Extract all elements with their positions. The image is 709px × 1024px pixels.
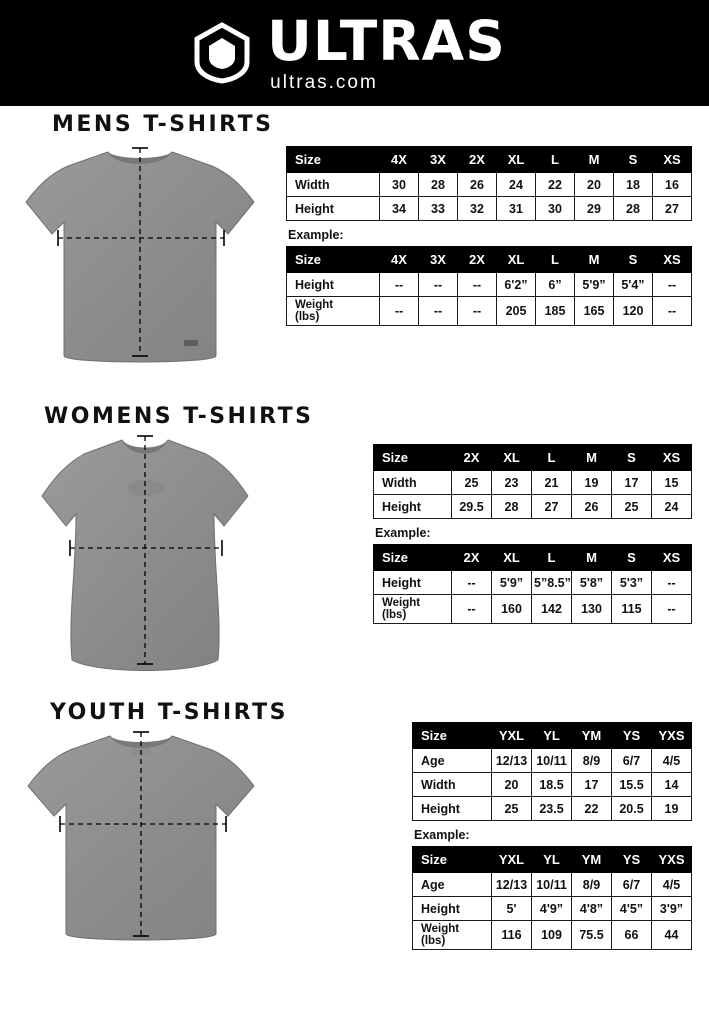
mens-example-cell: 5'9” (575, 273, 614, 297)
womens-example-header-xs: XS (652, 545, 692, 571)
womens-example-row-label: Weight (lbs) (374, 595, 452, 624)
womens-size-cell: 26 (572, 495, 612, 519)
mens-size-header-3x: 3X (419, 147, 458, 173)
mens-example-header-xs: XS (653, 247, 692, 273)
youth-tshirt-illustration-icon (14, 728, 268, 968)
youth-example-cell: 4'9” (532, 897, 572, 921)
youth-example-cell: 4'5” (612, 897, 652, 921)
mens-size-cell: 27 (653, 197, 692, 221)
section-mens (0, 112, 709, 324)
womens-size-cell: 24 (652, 495, 692, 519)
mens-size-cell: 33 (419, 197, 458, 221)
mens-example-cell: 205 (497, 297, 536, 326)
youth-example-row-label: Weight (lbs) (413, 921, 492, 950)
womens-example-cell: -- (452, 595, 492, 624)
womens-example-cell: 130 (572, 595, 612, 624)
youth-example-cell: 5' (492, 897, 532, 921)
womens-example-header-xl: XL (492, 545, 532, 571)
table-header-row (287, 247, 692, 273)
table-header-row (287, 147, 692, 173)
womens-size-header-xs: XS (652, 445, 692, 471)
table-row (413, 897, 692, 921)
mens-example-cell: 5'4” (614, 273, 653, 297)
youth-example-header-yl: YL (532, 847, 572, 873)
mens-size-header-xl: XL (497, 147, 536, 173)
youth-size-cell: 20.5 (612, 797, 652, 821)
youth-size-header-ys: YS (612, 723, 652, 749)
womens-size-header-2x: 2X (452, 445, 492, 471)
mens-size-cell: 24 (497, 173, 536, 197)
mens-size-cell: 30 (380, 173, 419, 197)
table-row (287, 297, 692, 326)
section-title-youth: YOUTH T-SHIRTS (50, 700, 288, 725)
womens-size-cell: 27 (532, 495, 572, 519)
youth-size-header-yxl: YXL (492, 723, 532, 749)
table-row (374, 595, 692, 624)
youth-example-cell: 116 (492, 921, 532, 950)
table-header-row (413, 847, 692, 873)
table-row (413, 749, 692, 773)
mens-size-cell: 18 (614, 173, 653, 197)
section-womens (0, 404, 709, 622)
mens-size-cell: 16 (653, 173, 692, 197)
table-header-row (374, 445, 692, 471)
youth-size-cell: 15.5 (612, 773, 652, 797)
youth-size-cell: 18.5 (532, 773, 572, 797)
youth-size-cell: 25 (492, 797, 532, 821)
womens-size-header-l: L (532, 445, 572, 471)
womens-size-row-label: Height (374, 495, 452, 519)
mens-example-cell: -- (458, 273, 497, 297)
mens-example-cell: 185 (536, 297, 575, 326)
mens-size-cell: 28 (614, 197, 653, 221)
youth-example-cell: 109 (532, 921, 572, 950)
section-title-womens: WOMENS T-SHIRTS (44, 404, 314, 429)
womens-tshirt-illustration-icon (26, 432, 264, 692)
table-row (374, 471, 692, 495)
mens-example-header-size: Size (287, 247, 380, 273)
mens-size-header-4x: 4X (380, 147, 419, 173)
mens-example-label: Example: (288, 228, 344, 242)
mens-size-header-m: M (575, 147, 614, 173)
mens-example-row-label: Height (287, 273, 380, 297)
womens-example-table (373, 544, 692, 624)
mens-tables (286, 146, 692, 326)
mens-example-cell: -- (458, 297, 497, 326)
womens-example-cell: 142 (532, 595, 572, 624)
womens-size-header-size: Size (374, 445, 452, 471)
mens-tshirt-illustration-icon (16, 142, 268, 392)
mens-size-cell: 28 (419, 173, 458, 197)
mens-example-header-4x: 4X (380, 247, 419, 273)
youth-example-header-yxs: YXS (652, 847, 692, 873)
brand-url: ultras.com (270, 72, 378, 93)
womens-example-label: Example: (375, 526, 431, 540)
mens-size-header-2x: 2X (458, 147, 497, 173)
womens-size-cell: 15 (652, 471, 692, 495)
youth-size-header-yl: YL (532, 723, 572, 749)
youth-example-header-yxl: YXL (492, 847, 532, 873)
mens-example-cell: 6'2” (497, 273, 536, 297)
mens-example-cell: 165 (575, 297, 614, 326)
youth-example-row-label: Age (413, 873, 492, 897)
mens-example-cell: 6” (536, 273, 575, 297)
womens-example-cell: 160 (492, 595, 532, 624)
youth-example-cell: 12/13 (492, 873, 532, 897)
mens-size-cell: 26 (458, 173, 497, 197)
womens-size-cell: 25 (612, 495, 652, 519)
mens-size-cell: 34 (380, 197, 419, 221)
page-header (0, 0, 709, 106)
table-row (287, 173, 692, 197)
table-header-row (413, 723, 692, 749)
brand-name: ULTRAS (267, 9, 506, 73)
mens-example-cell: -- (653, 273, 692, 297)
mens-example-cell: -- (380, 297, 419, 326)
youth-tables (412, 722, 692, 950)
table-row (287, 273, 692, 297)
womens-example-header-s: S (612, 545, 652, 571)
mens-size-cell: 30 (536, 197, 575, 221)
youth-size-cell: 20 (492, 773, 532, 797)
youth-size-cell: 8/9 (572, 749, 612, 773)
womens-example-cell: 115 (612, 595, 652, 624)
table-header-row (374, 545, 692, 571)
youth-example-header-ys: YS (612, 847, 652, 873)
mens-example-header-3x: 3X (419, 247, 458, 273)
youth-example-label: Example: (414, 828, 470, 842)
youth-example-cell: 4'8” (572, 897, 612, 921)
womens-size-header-m: M (572, 445, 612, 471)
mens-size-cell: 20 (575, 173, 614, 197)
youth-example-cell: 3'9” (652, 897, 692, 921)
womens-example-cell: 5'3” (612, 571, 652, 595)
table-row (374, 571, 692, 595)
mens-size-row-label: Width (287, 173, 380, 197)
table-row (413, 773, 692, 797)
mens-size-header-xs: XS (653, 147, 692, 173)
mens-size-cell: 22 (536, 173, 575, 197)
womens-size-cell: 19 (572, 471, 612, 495)
mens-example-row-label: Weight (lbs) (287, 297, 380, 326)
womens-example-header-m: M (572, 545, 612, 571)
youth-example-cell: 44 (652, 921, 692, 950)
mens-example-header-2x: 2X (458, 247, 497, 273)
mens-example-cell: -- (419, 273, 458, 297)
womens-size-cell: 17 (612, 471, 652, 495)
youth-example-header-size: Size (413, 847, 492, 873)
youth-example-cell: 8/9 (572, 873, 612, 897)
womens-size-table (373, 444, 692, 519)
youth-example-header-ym: YM (572, 847, 612, 873)
mens-example-table (286, 246, 692, 326)
youth-size-cell: 10/11 (532, 749, 572, 773)
youth-example-cell: 4/5 (652, 873, 692, 897)
womens-example-header-size: Size (374, 545, 452, 571)
mens-example-cell: -- (380, 273, 419, 297)
youth-size-table (412, 722, 692, 821)
youth-example-cell: 66 (612, 921, 652, 950)
youth-size-cell: 17 (572, 773, 612, 797)
brand (191, 9, 506, 93)
womens-size-cell: 29.5 (452, 495, 492, 519)
youth-size-cell: 4/5 (652, 749, 692, 773)
table-row (413, 921, 692, 950)
table-row (287, 197, 692, 221)
youth-size-row-label: Height (413, 797, 492, 821)
youth-size-cell: 14 (652, 773, 692, 797)
womens-size-cell: 21 (532, 471, 572, 495)
womens-example-cell: -- (452, 571, 492, 595)
mens-example-cell: -- (419, 297, 458, 326)
youth-size-cell: 23.5 (532, 797, 572, 821)
mens-example-header-s: S (614, 247, 653, 273)
mens-size-header-s: S (614, 147, 653, 173)
youth-size-header-ym: YM (572, 723, 612, 749)
womens-size-cell: 28 (492, 495, 532, 519)
table-row (413, 797, 692, 821)
mens-example-header-xl: XL (497, 247, 536, 273)
womens-size-cell: 23 (492, 471, 532, 495)
youth-example-cell: 10/11 (532, 873, 572, 897)
youth-size-header-yxs: YXS (652, 723, 692, 749)
table-row (413, 873, 692, 897)
mens-example-header-m: M (575, 247, 614, 273)
youth-example-cell: 6/7 (612, 873, 652, 897)
womens-example-cell: -- (652, 595, 692, 624)
mens-example-header-l: L (536, 247, 575, 273)
youth-size-cell: 12/13 (492, 749, 532, 773)
youth-example-table (412, 846, 692, 950)
mens-example-cell: 120 (614, 297, 653, 326)
womens-size-cell: 25 (452, 471, 492, 495)
womens-size-header-xl: XL (492, 445, 532, 471)
mens-example-cell: -- (653, 297, 692, 326)
womens-example-header-l: L (532, 545, 572, 571)
youth-size-header-size: Size (413, 723, 492, 749)
youth-example-row-label: Height (413, 897, 492, 921)
mens-size-cell: 32 (458, 197, 497, 221)
mens-size-cell: 29 (575, 197, 614, 221)
womens-example-cell: 5'8” (572, 571, 612, 595)
table-row (374, 495, 692, 519)
womens-size-row-label: Width (374, 471, 452, 495)
section-title-mens: MENS T-SHIRTS (52, 112, 274, 137)
womens-example-cell: 5”8.5” (532, 571, 572, 595)
youth-size-row-label: Age (413, 749, 492, 773)
mens-size-row-label: Height (287, 197, 380, 221)
youth-example-cell: 75.5 (572, 921, 612, 950)
shield-pentagon-logo-icon (191, 22, 253, 84)
mens-size-table (286, 146, 692, 221)
youth-size-cell: 22 (572, 797, 612, 821)
mens-size-header-l: L (536, 147, 575, 173)
youth-size-cell: 6/7 (612, 749, 652, 773)
womens-example-cell: -- (652, 571, 692, 595)
womens-example-row-label: Height (374, 571, 452, 595)
womens-example-cell: 5'9” (492, 571, 532, 595)
section-youth (0, 700, 709, 948)
womens-example-header-2x: 2X (452, 545, 492, 571)
mens-size-header-size: Size (287, 147, 380, 173)
womens-size-header-s: S (612, 445, 652, 471)
youth-size-cell: 19 (652, 797, 692, 821)
youth-size-row-label: Width (413, 773, 492, 797)
mens-size-cell: 31 (497, 197, 536, 221)
womens-tables (373, 444, 692, 624)
